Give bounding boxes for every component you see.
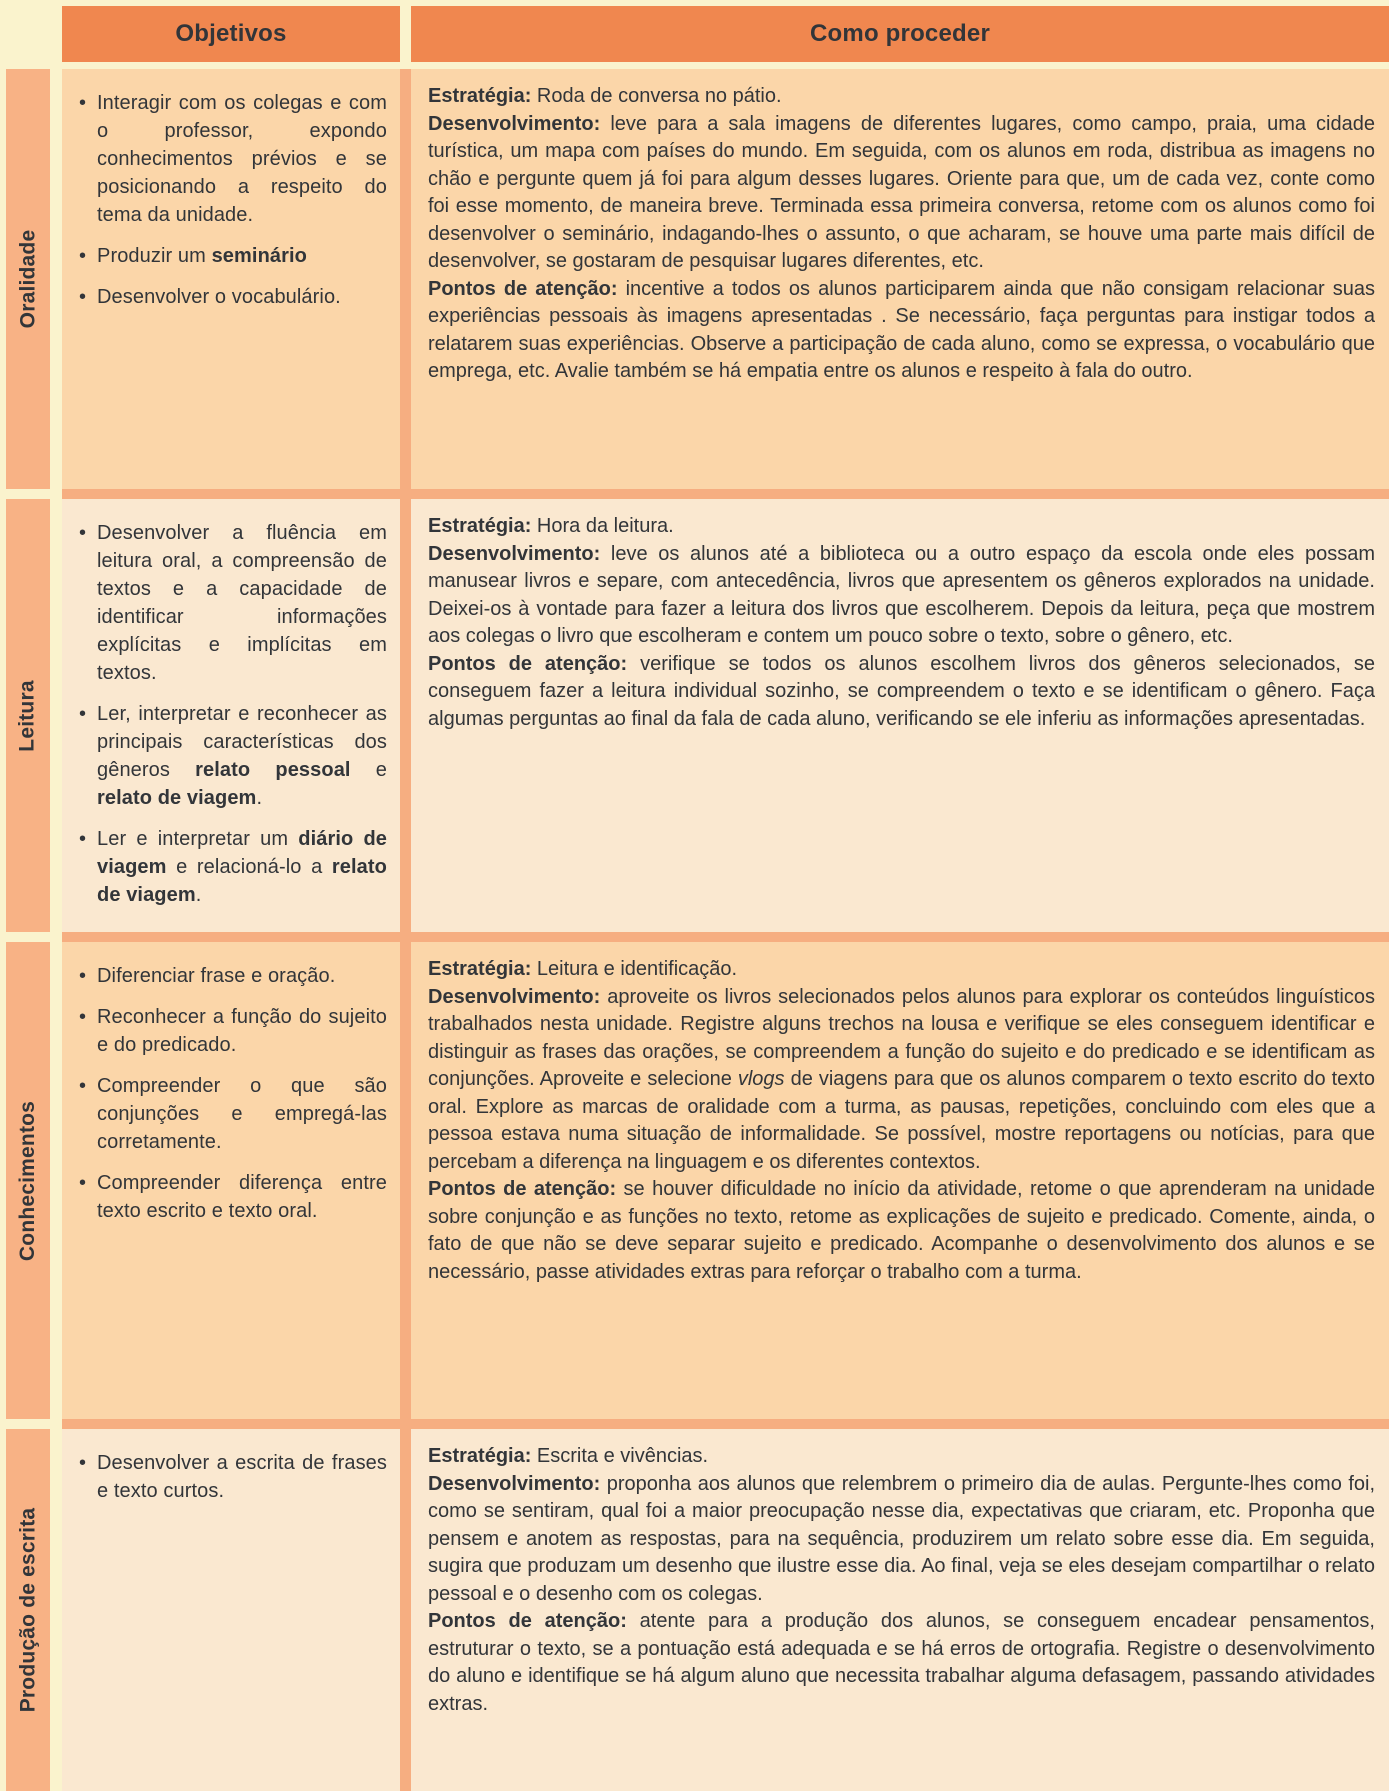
objective-item <box>77 1003 387 1059</box>
objective-item <box>77 700 387 812</box>
text-segment: . <box>195 884 202 906</box>
text-segment: incentive a todos os alunos participarem ainda que não consigam relacionar suas experiências pessoais às imagens apresentadas . Se necessário, faça perguntas para instigar todos a relatarem suas experiências. Observe a participação de cada aluno, como se expressa, o vocabulário que emprega, etc. Avalie também se há empatia entre os alunos e respeito à fala do outro. <box>428 277 1375 382</box>
text-segment: Reconhecer a função do sujeito e do predicado. <box>97 1006 387 1056</box>
table-row-leitura <box>6 499 1389 932</box>
header-corner <box>6 6 50 62</box>
divider-gap <box>50 1419 62 1429</box>
bullet-marker: • <box>79 1075 87 1097</box>
como-proceder-cell <box>411 69 1389 489</box>
text-segment: Estratégia: <box>428 958 532 980</box>
text-segment: Leitura e identificação. <box>531 958 738 980</box>
divider-band <box>62 1419 1389 1429</box>
text-segment: Desenvolvimento: <box>428 1472 601 1495</box>
text-segment: Estratégia: <box>428 1445 532 1467</box>
table-row-producao-de-escrita <box>6 1429 1389 1791</box>
objective-item <box>77 962 387 990</box>
procedure-paragraph <box>428 541 1375 651</box>
objetivos-cell <box>62 942 400 1419</box>
bullet-marker: • <box>79 828 87 850</box>
header-column-gap <box>400 6 411 62</box>
column-divider <box>400 1429 411 1791</box>
text-segment: se houver dificuldade no início da atividade, retome o que aprenderam na unidade sobre conjunção e as funções no texto, retome as explicações de sujeito e predicado. Comente, ainda, o fato de que não se deve separar sujeito e predicado. Acompanhe o desenvolvimento dos alunos e se necessário, passe atividades extras para reforçar o trabalho com a turma. <box>428 1178 1375 1283</box>
procedure-paragraph <box>428 276 1375 386</box>
text-segment: de viagens para que os alunos comparem o texto escrito do texto oral. Explore as marcas de oralidade com a turma, as pausas, repetições, concluindo com eles que a pessoa estava numa situação de informalidade. Se possível, mostre reportagens ou notícias, para que percebam a diferença na linguagem e os diferentes contextos. <box>428 1068 1375 1173</box>
table-header-row <box>6 6 1389 62</box>
bullet-marker: • <box>79 286 87 308</box>
row-label-text: Oralidade <box>16 229 40 329</box>
text-segment: Desenvolvimento: <box>428 985 601 1008</box>
text-segment: Desenvolver a escrita de frases e texto curtos. <box>97 1452 387 1502</box>
procedure-paragraph <box>428 1608 1375 1718</box>
divider-side-gap <box>6 932 50 942</box>
table-body <box>6 69 1389 1791</box>
text-segment: seminário <box>211 245 307 267</box>
procedure-paragraph <box>428 83 1375 111</box>
text-segment: Pontos de atenção: <box>428 1178 617 1200</box>
column-divider <box>400 499 411 932</box>
text-segment: Estratégia: <box>428 85 532 107</box>
table-row-oralidade <box>6 69 1389 489</box>
procedure-paragraph <box>428 1443 1375 1471</box>
text-segment: e relacioná-lo a <box>166 856 332 878</box>
procedure-paragraph <box>428 651 1375 734</box>
text-segment: vlogs <box>737 1068 785 1090</box>
divider-gap <box>50 932 62 942</box>
como-proceder-cell <box>411 1429 1389 1791</box>
table-row-conhecimentos <box>6 942 1389 1419</box>
como-proceder-cell <box>411 499 1389 932</box>
procedure-paragraph <box>428 513 1375 541</box>
divider-side-gap <box>6 1419 50 1429</box>
text-segment: diário de viagem <box>97 828 388 878</box>
bullet-marker: • <box>79 92 87 114</box>
objetivos-cell <box>62 499 400 932</box>
column-divider <box>400 69 411 489</box>
objective-item <box>77 519 387 687</box>
row-label-conhecimentos <box>6 942 50 1419</box>
row-side-gap <box>50 1429 62 1791</box>
text-segment: leve os alunos até a biblioteca ou a outro espaço da escola onde eles possam manusear livros e separe, com antecedência, livros que apresentem os gêneros explorados na unidade. Deixei-os à vontade para fazer a leitura dos livros que escolherem. Depois da leitura, peça que mostrem aos colegas o livro que escolheram e contem um pouco sobre o texto, sobre o gênero, etc. <box>428 542 1375 647</box>
bullet-marker: • <box>79 1452 87 1474</box>
text-segment: Produzir um <box>97 245 212 267</box>
objetivos-cell <box>62 69 400 489</box>
row-label-text: Produção de escrita <box>16 1507 40 1713</box>
text-segment: Pontos de atenção: <box>428 652 628 675</box>
row-divider <box>6 932 1389 942</box>
bullet-marker: • <box>79 1172 87 1194</box>
objective-item <box>77 89 387 229</box>
objective-item <box>77 242 387 270</box>
bullet-marker: • <box>79 245 87 267</box>
text-segment: Ler e interpretar um <box>97 828 299 850</box>
column-divider <box>400 942 411 1419</box>
column-header-como-proceder: Como proceder <box>411 6 1389 62</box>
text-segment: Diferenciar frase e oração. <box>97 965 336 987</box>
objective-item <box>77 1449 387 1505</box>
text-segment: Compreender o que são conjunções e empregá-las corretamente. <box>97 1075 387 1153</box>
objective-item <box>77 1072 387 1156</box>
divider-gap <box>50 489 62 499</box>
divider-band <box>62 932 1389 942</box>
divider-band <box>62 489 1389 499</box>
bullet-marker: • <box>79 965 87 987</box>
text-segment: Pontos de atenção: <box>428 277 618 300</box>
row-side-gap <box>50 69 62 489</box>
bullet-marker: • <box>79 522 87 544</box>
procedure-paragraph <box>428 1471 1375 1609</box>
text-segment: Hora da leitura. <box>531 515 674 537</box>
procedure-paragraph <box>428 984 1375 1177</box>
text-segment: Desenvolvimento: <box>428 542 601 565</box>
row-divider <box>6 1419 1389 1429</box>
row-divider <box>6 489 1389 499</box>
row-label-text: Leitura <box>16 679 40 752</box>
row-label-text: Conhecimentos <box>16 1100 39 1261</box>
bullet-marker: • <box>79 1006 87 1028</box>
text-segment: Estratégia: <box>428 515 532 537</box>
header-body-gap <box>6 62 1389 69</box>
procedure-paragraph <box>428 1176 1375 1286</box>
text-segment: Compreender diferença entre texto escrito e texto oral. <box>97 1172 387 1222</box>
text-segment: e <box>350 759 387 781</box>
text-segment: Interagir com os colegas e com o professor, expondo conhecimentos prévios e se posicionando a respeito do tema da unidade. <box>97 92 387 226</box>
procedure-paragraph <box>428 111 1375 276</box>
text-segment: relato pessoal <box>195 759 351 781</box>
text-segment: Desenvolver a fluência em leitura oral, a compreensão de textos e a capacidade de identificar informações explícitas e implícitas em textos. <box>97 522 387 684</box>
column-header-objetivos: Objetivos <box>62 6 400 62</box>
header-corner-gap <box>50 6 62 62</box>
objective-item <box>77 825 387 909</box>
text-segment: atente para a produção dos alunos, se conseguem encadear pensamentos, estruturar o texto, se a pontuação está adequada e se há erros de ortografia. Registre o desenvolvimento do aluno e identifique se há algum aluno que necessita trabalhar alguma defasagem, passando atividades extras. <box>428 1610 1375 1715</box>
row-label-producao-de-escrita <box>6 1429 50 1791</box>
text-segment: Roda de conversa no pátio. <box>531 85 782 107</box>
procedure-paragraph <box>428 956 1375 984</box>
divider-side-gap <box>6 489 50 499</box>
text-segment: verifique se todos os alunos escolhem livros dos gêneros selecionados, se conseguem fazer a leitura individual sozinho, se compreendem o texto e se identificam o gênero. Faça algumas perguntas ao final da fala de cada aluno, verificando se ele inferiu as informações apresentadas. <box>428 652 1375 730</box>
text-segment: Desenvolvimento: <box>428 112 601 135</box>
objective-item <box>77 1169 387 1225</box>
row-side-gap <box>50 499 62 932</box>
text-segment: Pontos de atenção: <box>428 1610 627 1632</box>
text-segment: . <box>256 787 263 809</box>
row-label-oralidade <box>6 69 50 489</box>
text-segment: aproveite os livros selecionados pelos alunos para explorar os conteúdos linguísticos trabalhados nesta unidade. Registre alguns trechos na lousa e verifique se eles conseguem identificar e distinguir as frases das orações, se compreendem a função do sujeito e do predicado e se identificam as conjunções. Aproveite e selecione <box>428 985 1375 1090</box>
text-segment: Escrita e vivências. <box>531 1445 709 1467</box>
text-segment: Ler, interpretar e reconhecer as principais características dos gêneros <box>97 703 387 781</box>
bullet-marker: • <box>79 703 87 725</box>
text-segment: leve para a sala imagens de diferentes lugares, como campo, praia, uma cidade turística, um mapa com países do mundo. Em seguida, com os alunos em roda, distribua as imagens no chão e pergunte quem já foi para algum desses lugares. Oriente para que, um de cada vez, conte como foi esse momento, de maneira breve. Terminada essa primeira conversa, retome com os alunos como foi desenvolver o seminário, indagando-lhes o assunto, o que acharam, se houve uma parte mais difícil de desenvolver, se gostaram de pesquisar lugares diferentes, etc. <box>428 112 1375 272</box>
text-segment: relato de viagem <box>97 856 387 906</box>
como-proceder-cell <box>411 942 1389 1419</box>
objetivos-cell <box>62 1429 400 1791</box>
objective-item <box>77 283 387 311</box>
text-segment: relato de viagem <box>97 787 257 809</box>
text-segment: proponha aos alunos que relembrem o primeiro dia de aulas. Pergunte-lhes como foi, como se sentiram, qual foi a maior preocupação nesse dia, expectativas que criaram, etc. Proponha que pensem e anotem as respostas, para na sequência, produzirem um relato sobre esse dia. Em seguida, sugira que produzam um desenho que ilustre esse dia. Ao final, veja se eles desejam compartilhar o relato pessoal e o desenho com os colegas. <box>428 1472 1375 1605</box>
text-segment: Desenvolver o vocabulário. <box>97 286 341 308</box>
row-label-leitura <box>6 499 50 932</box>
row-side-gap <box>50 942 62 1419</box>
